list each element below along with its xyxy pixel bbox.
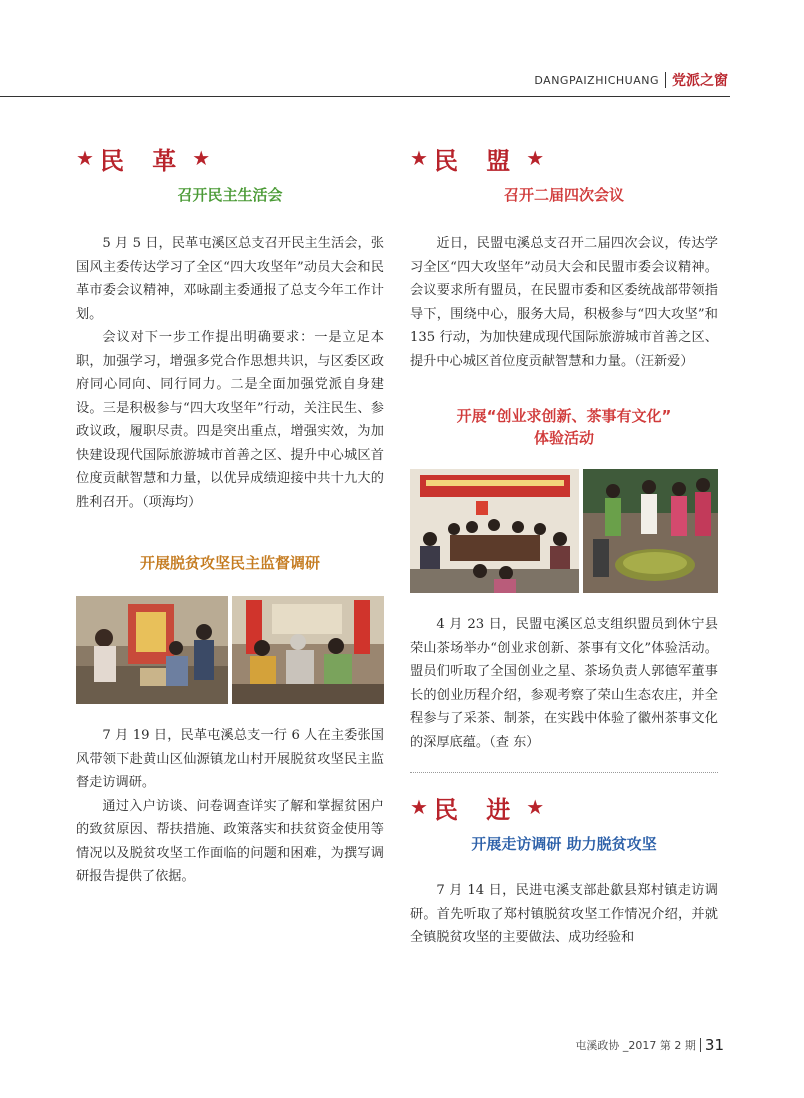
photo-village-visit-2 xyxy=(232,596,384,704)
header-divider xyxy=(665,72,666,88)
section-title: 召开民主生活会 xyxy=(177,186,283,204)
star-icon: ★ xyxy=(192,146,211,170)
article-paragraph: 4 月 23 日，民盟屯溪区总支组织盟员到休宁县荣山茶场举办“创业求创新、茶事有文化”体验活动。盟员们听取了全国创业之星、茶场负责人郭德军董事长的创业历程介绍，参观考察了荣山生态农庄，并全程参与了采茶、制茶，在实践中体验了徽州茶事文化的深厚底蕴。（查 东） xyxy=(410,617,718,750)
right-column xyxy=(410,140,718,950)
running-header xyxy=(534,70,728,90)
article-paragraph: 会议对下一步工作提出明确要求：一是立足本职，加强学习，增强多党合作思想共识，与区委区政府同心同向、同行同力。二是全面加强党派自身建设。三是积极参与“四大攻坚年”行动，关注民生、参政议政，履职尽责。四是突出重点，增强实效，为加快建设现代国际旅游城市首善之区、提升中心城区首位度贡献智慧和力量，以优异成绩迎接中共十九大的胜利召开。（项海均） xyxy=(76,330,384,510)
party-heading-minjin xyxy=(410,789,718,825)
page-number: 31 xyxy=(704,1036,724,1054)
star-icon: ★ xyxy=(526,146,545,170)
section-title: 开展脱贫攻坚民主监督调研 xyxy=(139,554,320,572)
article-paragraph: 近日，民盟屯溪总支召开二届四次会议，传达学习全区“四大攻坚年”动员大会和民盟市委会议精神。会议要求所有盟员，在民盟市委和区委统战部带领指导下，围绕中心，服务大局，积极参与“四大攻坚”和 135 行动，为加快建成现代国际旅游城市首善之区、提升中心城区首位度贡献智慧和力量。（汪新爱） xyxy=(410,236,718,369)
party-heading-minge xyxy=(76,140,384,176)
star-icon: ★ xyxy=(410,146,428,170)
footer-divider xyxy=(700,1038,701,1052)
page-footer xyxy=(575,1036,724,1054)
header-english-title: DANGPAIZHICHUANG xyxy=(534,73,659,87)
party-name: 民 进 xyxy=(433,795,521,824)
party-name: 民 革 xyxy=(99,146,187,175)
star-icon: ★ xyxy=(410,795,428,819)
photo-row xyxy=(76,596,384,704)
photo-village-visit-1 xyxy=(76,596,228,704)
photo-tea-meeting xyxy=(410,469,579,593)
header-chinese-title: 党派之窗 xyxy=(672,73,728,89)
section-title-line2: 体验活动 xyxy=(533,429,594,447)
party-name: 民 盟 xyxy=(433,146,521,175)
star-icon: ★ xyxy=(526,795,545,819)
section-title: 召开二届四次会议 xyxy=(503,186,624,204)
article-paragraph: 5 月 5 日，民革屯溪区总支召开民主生活会，张国风主委传达学习了全区“四大攻坚年”动员大会和民革市委会议精神，邓咏副主委通报了总支今年工作计划。 xyxy=(76,236,384,322)
article-paragraph: 通过入户访谈、问卷调查详实了解和掌握贫困户的致贫原因、帮扶措施、政策落实和扶贫资金使用等情况以及脱贫攻坚工作面临的问题和困难，为撰写调研报告提供了依据。 xyxy=(76,798,384,884)
left-column xyxy=(76,140,384,889)
party-heading-minmeng xyxy=(410,140,718,176)
header-rule xyxy=(0,96,730,97)
photo-row xyxy=(410,469,718,593)
footer-publication: 屯溪政协 _2017 第 2 期 xyxy=(575,1039,696,1052)
article-paragraph: 7 月 19 日，民革屯溪总支一行 6 人在主委张国风带领下赴黄山区仙源镇龙山村开展脱贫攻坚民主监督走访调研。 xyxy=(76,728,384,790)
star-icon: ★ xyxy=(76,146,94,170)
article-paragraph: 7 月 14 日，民进屯溪支部赴歙县郑村镇走访调研。首先听取了郑村镇脱贫攻坚工作情况介绍，并就全镇脱贫攻坚的主要做法、成功经验和 xyxy=(410,883,718,945)
section-title: 开展走访调研 助力脱贫攻坚 xyxy=(471,835,657,853)
section-title-line1: 开展“创业求创新、茶事有文化” xyxy=(456,407,672,425)
photo-tea-making xyxy=(583,469,718,593)
